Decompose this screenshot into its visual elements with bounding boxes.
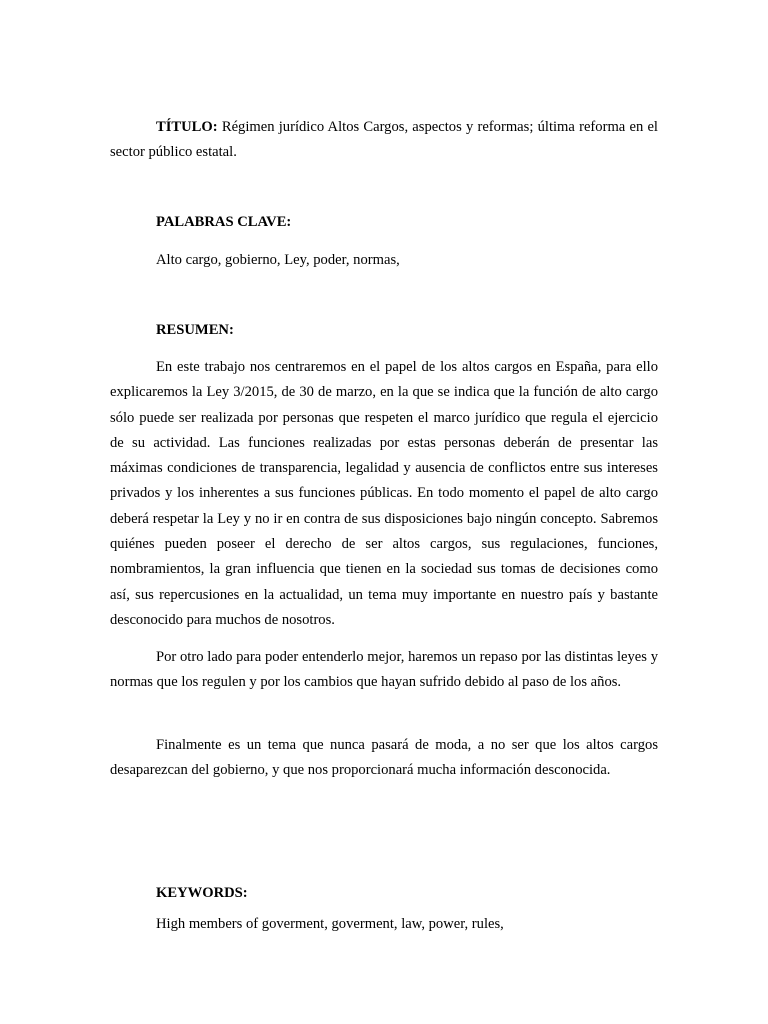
keywords-heading: KEYWORDS: [156, 885, 248, 901]
palabras-clave-heading: PALABRAS CLAVE: [156, 214, 292, 230]
resumen-heading: RESUMEN: [156, 322, 234, 338]
title-text: Régimen jurídico Altos Cargos, aspectos y reformas; última reforma en el sector público estatal. [110, 119, 658, 161]
resumen-paragraph-2: Por otro lado para poder entenderlo mejor, haremos un repaso por las distintas leyes y normas que los regulen y por los cambios que hayan sufrido debido al paso de los años. [110, 649, 658, 691]
palabras-clave-text: Alto cargo, gobierno, Ley, poder, normas, [156, 252, 400, 268]
resumen-paragraph-1: En este trabajo nos centraremos en el papel de los altos cargos en España, para ello explicaremos la Ley 3/2015, de 30 de marzo, en la que se indica que la función de alto cargo sólo puede ser realizada por personas que respeten el marco jurídico que regula el ejercicio de su actividad. Las funciones realizadas por estas personas deberán de presentar las máximas condiciones de transparencia, legalidad y ausencia de conflictos entre sus intereses privados y los inherentes a sus funciones públicas. En todo momento el papel de alto cargo deberá respetar la Ley y no ir en contra de sus disposiciones bajo ningún concepto. Sabremos quiénes pueden poseer el derecho de ser altos cargos, sus regulaciones, funciones, nombramientos, la gran influencia que tienen en la sociedad sus tomas de decisiones como así, sus repercusiones en la actualidad, un tema muy importante en nuestro país y bastante desconocido para muchos de nosotros. [110, 359, 658, 628]
resumen-paragraph-3: Finalmente es un tema que nunca pasará de moda, a no ser que los altos cargos desaparezcan del gobierno, y que nos proporcionará mucha información desconocida. [110, 737, 658, 779]
keywords-text: High members of goverment, goverment, law, power, rules, [156, 916, 504, 932]
title-paragraph [110, 115, 658, 166]
title-label: TÍTULO: [156, 119, 218, 135]
